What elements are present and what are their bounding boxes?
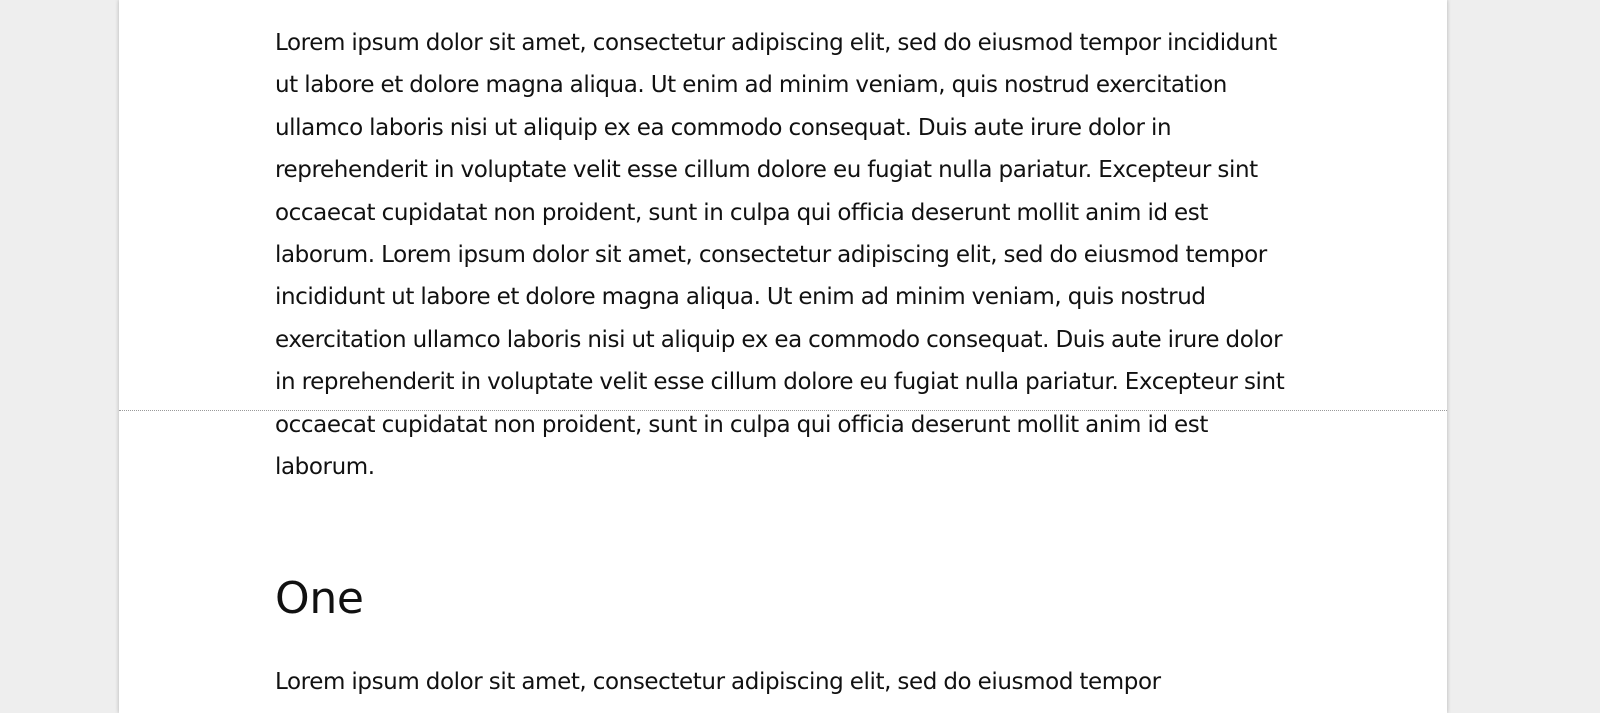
body-paragraph[interactable]: Lorem ipsum dolor sit amet, consectetur adipiscing elit, sed do eiusmod tempor [275, 669, 1161, 696]
body-paragraph[interactable]: Lorem ipsum dolor sit amet, consectetur adipiscing elit, sed do eiusmod tempor incididunt ut labore et dolore magna aliqua. Ut enim ad minim veniam, quis nostrud exercitation ullamco laboris nisi ut aliquip ex ea commodo consequat. Duis aute irure dolor in reprehenderit in voluptate velit esse cillum dolore eu fugiat nulla pariatur. Excepteur sint occaecat cupidatat non proident, sunt in culpa qui officia deserunt mollit anim id est laborum. Lorem ipsum dolor sit amet, consectetur adipiscing elit, sed do eiusmod tempor incididunt ut labore et dolore magna aliqua. Ut enim ad minim veniam, quis nostrud exercitation ullamco laboris nisi ut aliquip ex ea commodo consequat. Duis aute irure dolor in reprehenderit in voluptate velit esse cillum dolore eu fugiat nulla pariatur. Excepteur sint occaecat cupidatat non proident, sunt in culpa qui officia deserunt mollit anim id est laborum. [275, 30, 1285, 481]
section-heading[interactable]: One [275, 573, 364, 625]
document-content[interactable] [275, 22, 1285, 704]
